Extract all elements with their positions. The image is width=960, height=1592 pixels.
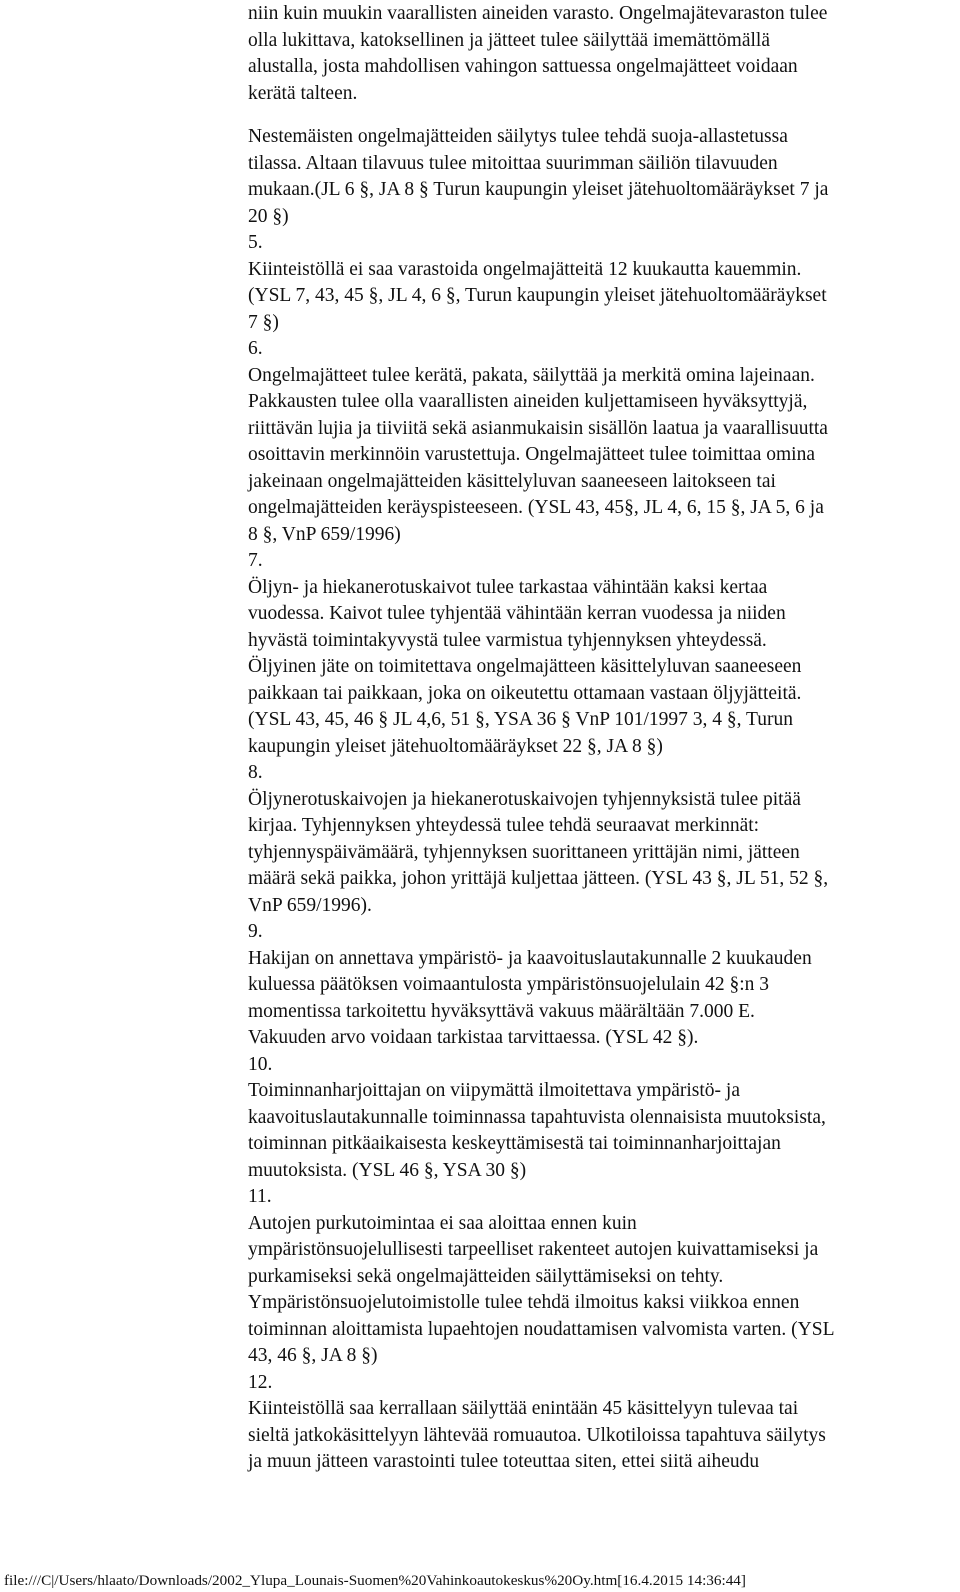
text-line: ja muun jätteen varastointi tulee toteuttaa siten, ettei siitä aiheudu [248,1451,760,1472]
text-line: purkamiseksi sekä ongelmajätteiden säilyttämiseksi on tehty. [248,1265,724,1287]
text-line: alustalla, josta mahdollisen vahingon sattuessa ongelmajätteet voidaan [248,56,798,77]
text-line: Nestemäisten ongelmajätteiden säilytys tulee tehdä suoja-allastetussa [248,126,788,147]
intro-paragraph [248,1,948,107]
text-line: mukaan.(JL 6 §, JA 8 § Turun kaupungin yleiset jätehuoltomääräykset 7 ja [248,179,829,200]
text-line: kuluessa päätöksen voimaantulosta ympäristönsuojelulain 42 §:n 3 [248,974,769,995]
text-line: vuodessa. Kaivot tulee tyhjentää vähintään kerran vuodessa ja niiden [248,603,786,624]
item-12 [248,1370,948,1476]
text-line: 8 §, VnP 659/1996) [248,523,401,545]
item-number: 7. [248,550,263,571]
text-line: niin kuin muukin vaarallisten aineiden varasto. Ongelmajätevaraston tulee [248,3,828,24]
text-line: kerätä talteen. [248,82,358,104]
text-line: tyhjennyspäivämäärä, tyhjennyksen suorittaneen yrittäjän nimi, jätteen [248,841,800,863]
text-line: Pakkausten tulee olla vaarallisten aineiden kuljettamiseen hyväksyttyjä, [248,391,808,412]
text-line: (YSL 43, 45, 46 § JL 4,6, 51 §, YSA 36 § VnP 101/1997 3, 4 §, Turun [248,709,793,730]
print-footer-url: file:///C|/Users/hlaato/Downloads/2002_Ylupa_Lounais-Suomen%20Vahinkoautokeskus%20Oy.htm[16.4.2015 14:36:44] [4,1572,746,1589]
item-9 [248,919,948,1052]
text-line: momentissa tarkoitettu hyväksyttävä vakuus määrältään 7.000 E. [248,1000,755,1022]
liquid-storage-paragraph [248,124,948,230]
document-body [248,0,948,1476]
text-line: Öljynerotuskaivojen ja hiekanerotuskaivojen tyhjennyksistä tulee pitää [248,788,801,810]
text-line: jakeinaan ongelmajätteiden käsittelyluvan saaneeseen laitokseen tai [248,470,776,492]
text-line: (YSL 7, 43, 45 §, JL 4, 6 §, Turun kaupungin yleiset jätehuoltomääräykset [248,285,827,306]
text-line: ympäristönsuojelullisesti tarpeelliset rakenteet autojen kuivattamiseksi ja [248,1239,819,1260]
text-line: 20 §) [248,205,289,227]
item-5 [248,230,948,336]
text-line: 7 §) [248,311,279,333]
text-line: Vakuuden arvo voidaan tarkistaa tarvittaessa. (YSL 42 §). [248,1027,699,1048]
text-line: Ympäristönsuojelutoimistolle tulee tehdä ilmoitus kaksi viikkoa ennen [248,1292,800,1313]
text-line: muutoksista. (YSL 46 §, YSA 30 §) [248,1159,527,1181]
item-number: 8. [248,762,263,783]
item-6 [248,336,948,548]
text-line: toiminnan aloittamista lupaehtojen noudattamisen valvomista varten. (YSL [248,1318,835,1340]
item-number: 11. [248,1186,272,1207]
text-line: ongelmajätteiden keräyspisteeseen. (YSL 43, 45§, JL 4, 6, 15 §, JA 5, 6 ja [248,497,824,518]
text-line: tilassa. Altaan tilavuus tulee mitoittaa suurimman säiliön tilavuuden [248,152,778,174]
text-line: Autojen purkutoimintaa ei saa aloittaa ennen kuin [248,1212,637,1234]
text-line: hyvästä toimintakyvystä tulee varmistua tyhjennyksen yhteydessä. [248,629,767,651]
text-line: kirjaa. Tyhjennyksen yhteydessä tulee tehdä seuraavat merkinnät: [248,815,760,836]
paragraph-gap [248,107,948,124]
text-line: kaavoituslautakunnalle toiminnassa tapahtuvista olennaisista muutoksista, [248,1106,826,1128]
text-line: olla lukittava, katoksellinen ja jätteet tulee säilyttää imemättömällä [248,29,770,51]
text-line: määrä sekä paikka, johon yrittäjä kuljettaa jätteen. (YSL 43 §, JL 51, 52 §, [248,868,829,889]
item-10 [248,1052,948,1185]
item-number: 6. [248,338,263,359]
text-line: Toiminnanharjoittajan on viipymättä ilmoitettava ympäristö- ja [248,1080,740,1101]
item-number: 12. [248,1371,273,1393]
item-number: 10. [248,1053,273,1075]
item-number: 9. [248,921,263,942]
text-line: paikkaan tai paikkaan, joka on oikeutettu ottamaan vastaan öljyjätteitä. [248,682,802,704]
text-line: riittävän lujia ja tiiviitä sekä asianmukaisin sisällön laatua ja vaarallisuutta [248,417,828,439]
text-line: VnP 659/1996). [248,894,372,916]
text-line: osoittavin merkinnöin varustettuja. Ongelmajätteet tulee toimittaa omina [248,444,815,465]
text-line: kaupungin yleiset jätehuoltomääräykset 22 §, JA 8 §) [248,735,663,757]
text-line: Öljyinen jäte on toimitettava ongelmajätteen käsittelyluvan saaneeseen [248,656,802,677]
text-line: Kiinteistöllä saa kerrallaan säilyttää enintään 45 käsittelyyn tulevaa tai [248,1398,799,1419]
item-7 [248,548,948,760]
text-line: Hakijan on annettava ympäristö- ja kaavoituslautakunnalle 2 kuukauden [248,947,812,969]
text-line: Ongelmajätteet tulee kerätä, pakata, säilyttää ja merkitä omina lajeinaan. [248,364,815,386]
item-8 [248,760,948,919]
text-line: 43, 46 §, JA 8 §) [248,1345,378,1366]
text-line: Kiinteistöllä ei saa varastoida ongelmajätteitä 12 kuukautta kauemmin. [248,258,802,280]
item-number: 5. [248,232,263,253]
item-11 [248,1184,948,1370]
text-line: Öljyn- ja hiekanerotuskaivot tulee tarkastaa vähintään kaksi kertaa [248,576,768,598]
text-line: sieltä jatkokäsittelyyn lähtevää romuautoa. Ulkotiloissa tapahtuva säilytys [248,1424,826,1446]
text-line: toiminnan pitkäaikaisesta keskeyttämisestä tai toiminnanharjoittajan [248,1133,781,1154]
